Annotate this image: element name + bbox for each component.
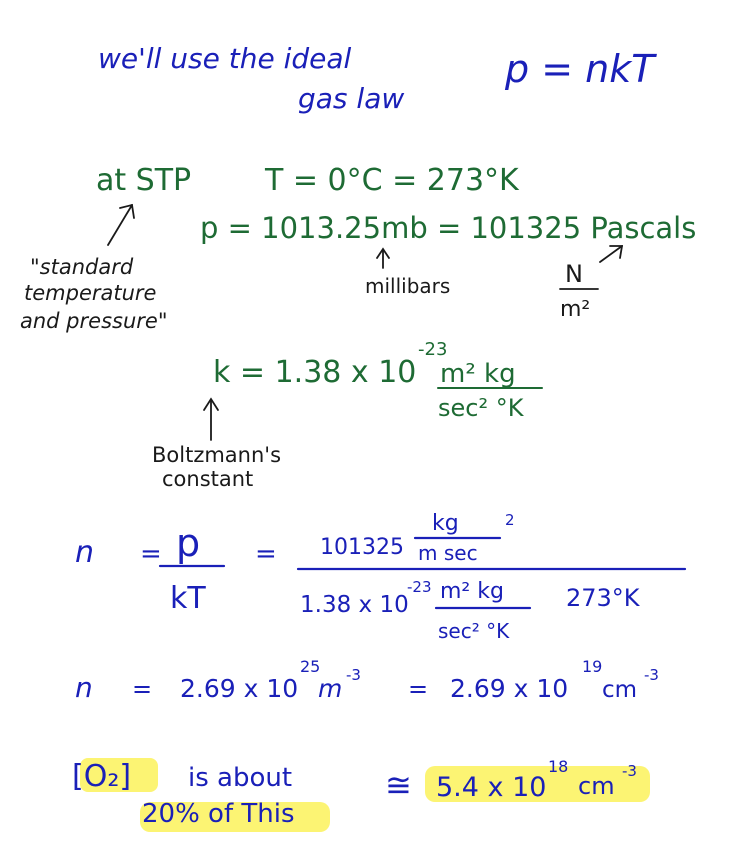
calc-den-unit-bot: sec² °K (438, 619, 510, 643)
o2-approx: ≅ (385, 766, 412, 804)
o2-exp: 18 (548, 757, 569, 776)
pascal-unit-denominator: m² (560, 297, 591, 322)
stp-temperature: T = 0°C = 273°K (265, 163, 519, 198)
calc-p: p (176, 521, 201, 565)
pascal-unit-numerator: N (565, 260, 583, 288)
result-unit1-exp: -3 (346, 666, 361, 684)
boltzmann-unit-den: sec² °K (438, 394, 524, 422)
result-unit2: cm (602, 677, 638, 703)
o2-unit-exp: -3 (622, 762, 637, 780)
stp-pressure: p = 1013.25mb = 101325 Pascals (200, 211, 697, 245)
o2-line2: 20% of This (142, 799, 295, 829)
o2-line1: is about (188, 763, 293, 793)
intro-line1: we'll use the ideal (98, 42, 352, 75)
calc-den-exp: -23 (407, 578, 432, 596)
boltzmann-unit-num: m² kg (440, 359, 516, 389)
millibars-note: millibars (365, 274, 451, 298)
result-unit2-exp: -3 (644, 666, 659, 684)
arrow-to-pascals (600, 246, 622, 262)
calc-den-temp: 273°K (566, 584, 640, 612)
o2-bracket: [O₂] (72, 759, 132, 794)
result-val2: 2.69 x 10 (450, 674, 569, 703)
arrow-head-stp (120, 205, 134, 218)
boltzmann-note-line1: Boltzmann's (152, 443, 282, 467)
calc-num-unit-exp: 2 (505, 511, 515, 529)
boltzmann-note-line2: constant (162, 467, 254, 491)
boltzmann-exponent: -23 (418, 339, 448, 360)
calc-den-unit-top: m² kg (440, 579, 504, 604)
intro-line2: gas law (298, 82, 405, 115)
result-eq2: = (408, 675, 429, 703)
ideal-gas-equation: p = nkT (505, 47, 655, 91)
result-exp2: 19 (582, 657, 603, 676)
calc-eq2: = (255, 539, 277, 569)
stp-quote-line3: and pressure" (20, 309, 168, 333)
stp-label: at STP (96, 163, 192, 198)
calc-n: n (75, 535, 95, 570)
calc-num-unit-bot: m sec (418, 541, 478, 565)
stp-quote-line2: temperature (24, 281, 157, 305)
result-exp1: 25 (300, 657, 321, 676)
calc-den-left: 1.38 x 10 (300, 592, 409, 618)
result-unit1: m (318, 674, 343, 703)
o2-unit: cm (578, 772, 615, 800)
calc-num-unit-top: kg (432, 511, 459, 536)
calc-num-value: 101325 (320, 535, 404, 560)
result-val1: 2.69 x 10 (180, 674, 299, 703)
o2-value: 5.4 x 10 (436, 772, 547, 803)
stp-quote-line1: "standard (30, 255, 134, 279)
boltzmann-k: k = 1.38 x 10 (213, 355, 417, 390)
result-n: n (75, 671, 93, 704)
result-eq: = (132, 675, 153, 703)
calc-eq1: = (140, 539, 162, 569)
arrow-to-stp (108, 205, 132, 245)
calc-kT: kT (170, 581, 206, 616)
